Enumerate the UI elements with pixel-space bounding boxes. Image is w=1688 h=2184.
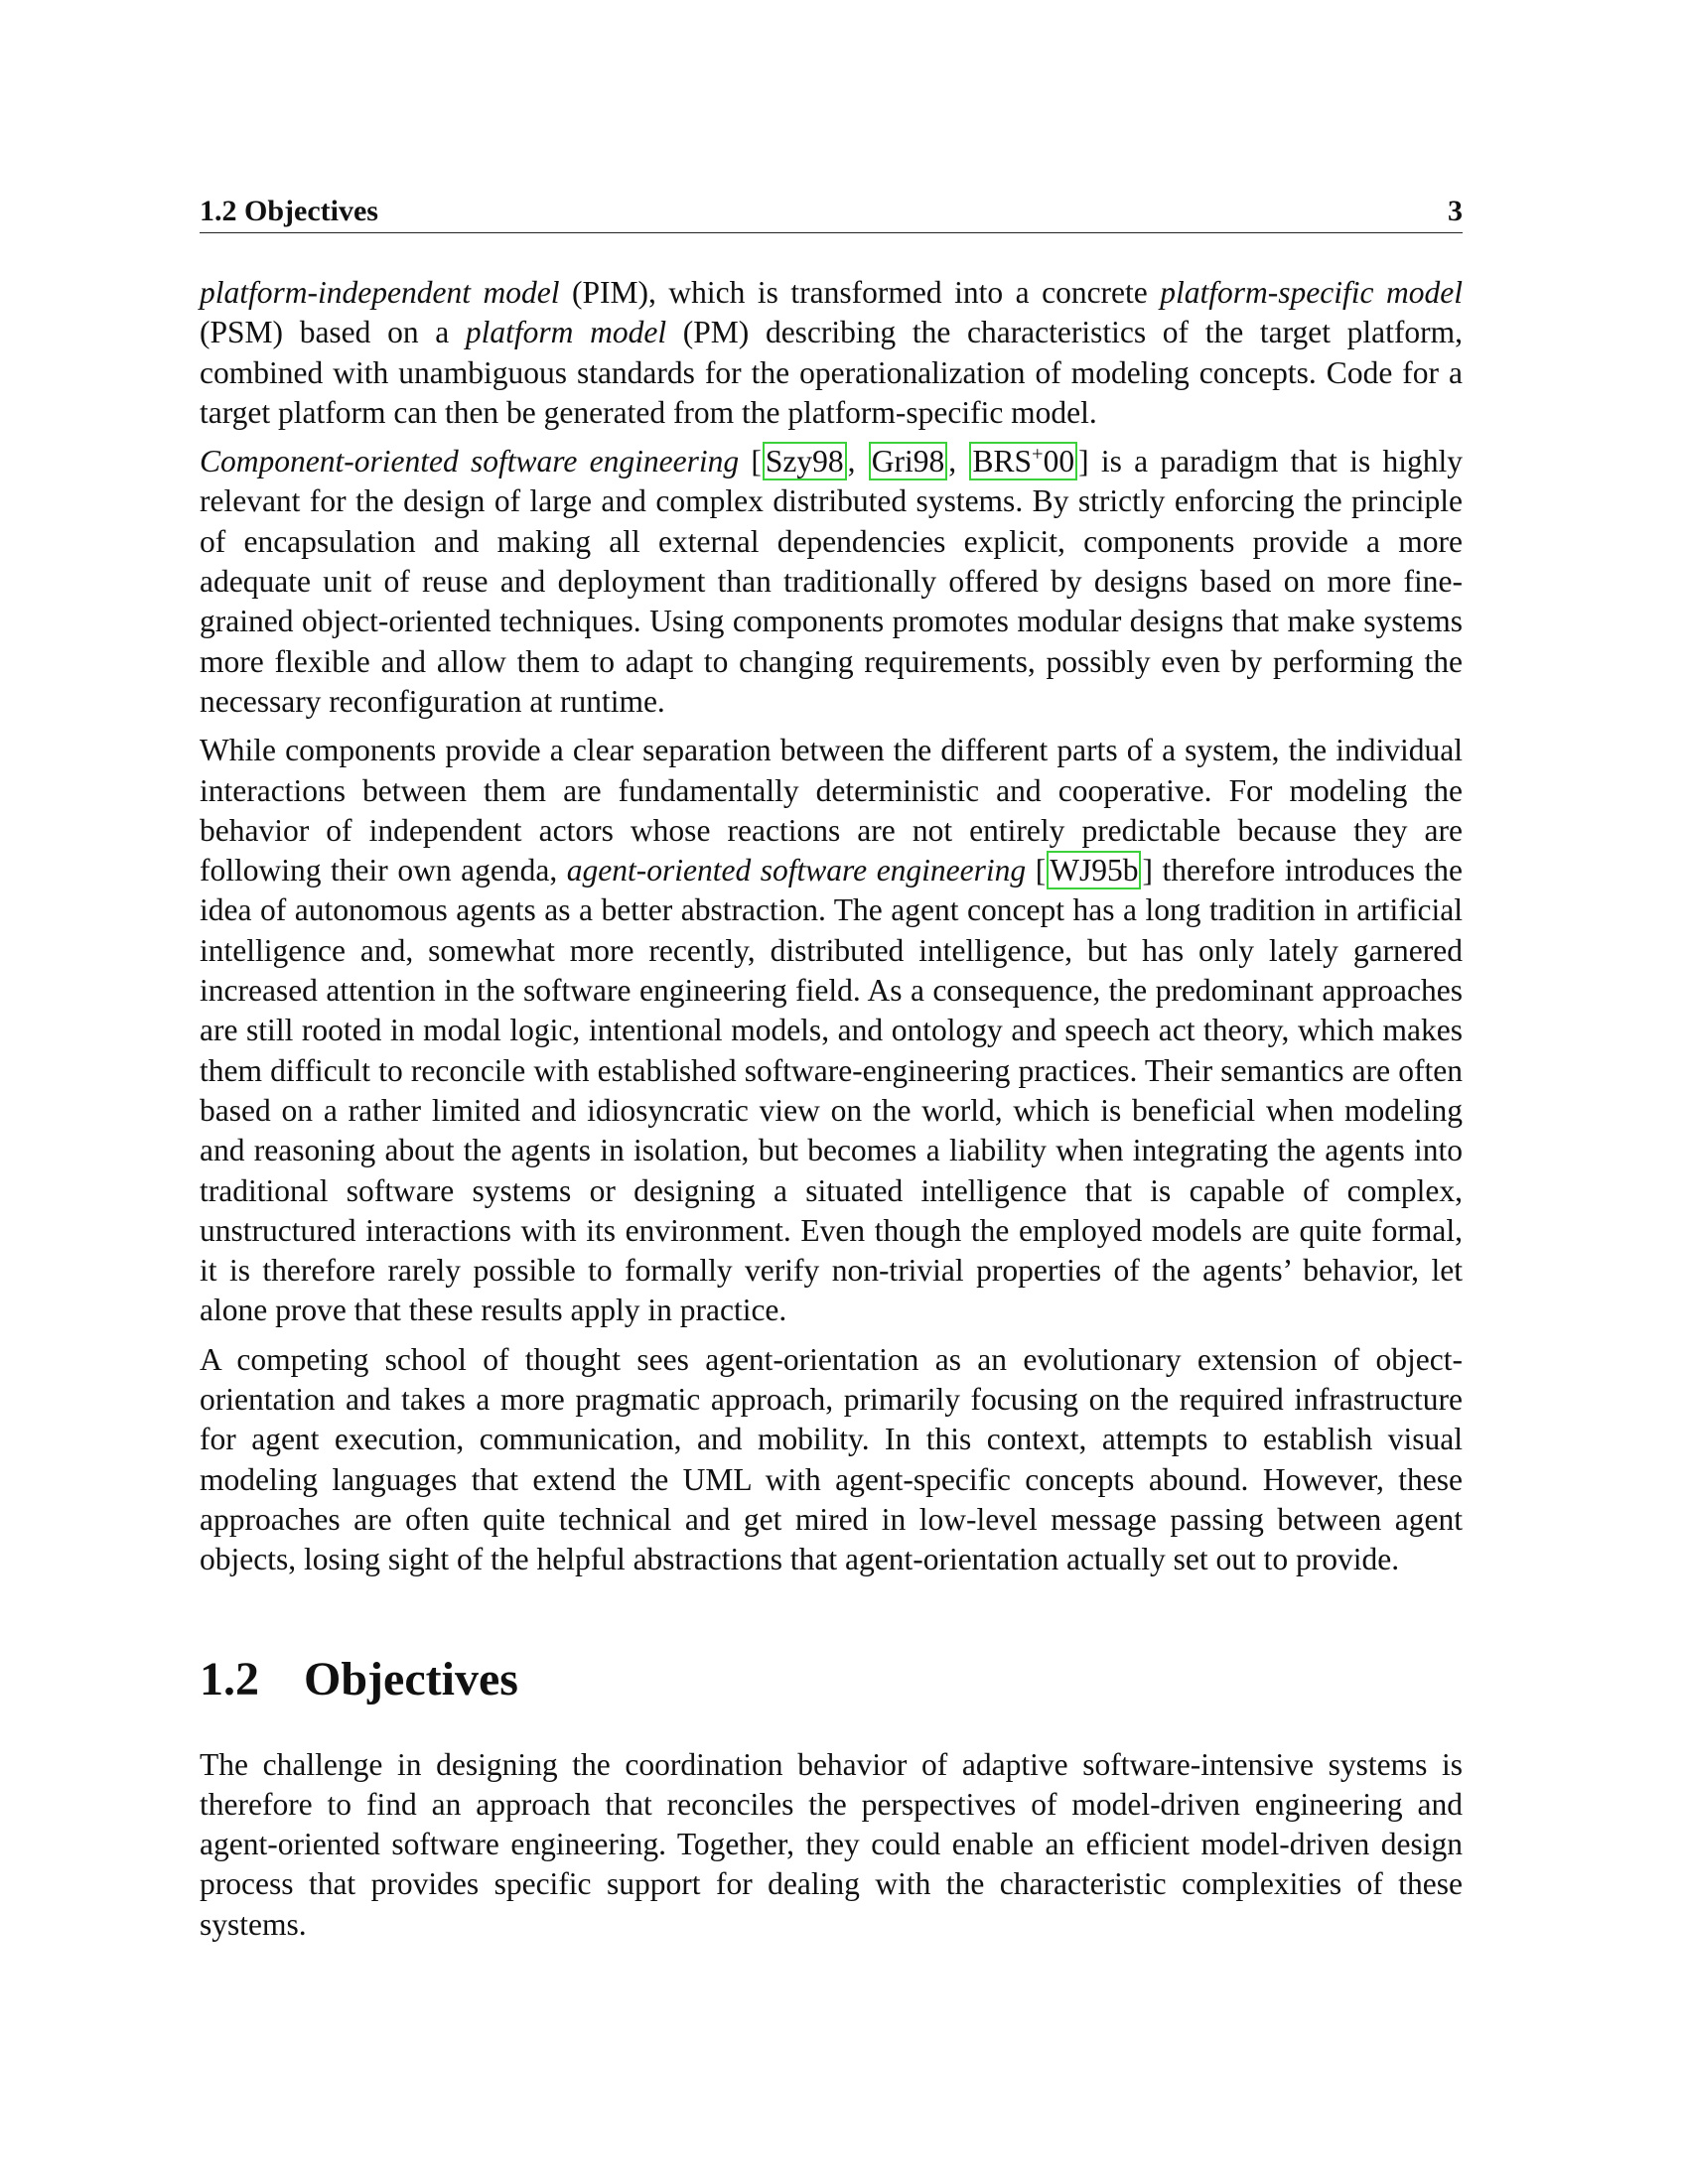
page-number: 3 [1448, 195, 1463, 227]
citation-superscript: + [1032, 443, 1044, 466]
term-agent-oriented: agent-oriented software engineering [566, 853, 1027, 888]
citation-text: 00 [1043, 444, 1075, 479]
term-component-oriented: Component-oriented software engineering [200, 444, 740, 479]
text-run: While components provide a clear separation between the different parts of a system, the individual interactions between them are fundamentally deterministic and cooperative. For modeling the behavior of independent actors whose reactions are not entirely predictable because they are following their own agenda, [200, 733, 1463, 888]
paragraph-4 [200, 1340, 1463, 1580]
text-run: ] therefore introduces the idea of autonomous agents as a better abstraction. The agent concept has a long tradition in artificial intelligence and, somewhat more recently, distributed intelligence, but has only lately garnered increased attention in the software engineering field. As a consequence, the predominant approaches are still rooted in modal logic, intentional models, and ontology and speech act theory, which makes them difficult to reconcile with established software-engineering practices. Their semantics are often based on a rather limited and idiosyncratic view on the world, which is beneficial when modeling and reasoning about the agents in isolation, but becomes a liability when integrating the agents into traditional software systems or designing a situated intelligence that is capable of complex, unstructured interactions with its environment. Even though the employed models are quite formal, it is therefore rarely possible to formally verify non-trivial properties of the agents’ behavior, let alone prove that these results apply in practice. [200, 853, 1463, 1328]
citation-link-brs00[interactable] [969, 442, 1077, 480]
citation-link-wj95b[interactable]: WJ95b [1047, 851, 1141, 889]
running-header-section: 1.2 Objectives [200, 195, 378, 227]
term-pm: platform model [465, 315, 667, 350]
section-number: 1.2 [200, 1652, 259, 1706]
paragraph-5 [200, 1745, 1463, 1945]
text-run: (PM) describing the characteristics of the target platform, combined with unambiguous standards for the operationalization of modeling concepts. Code for a target platform can then be generated from the platform-specific model. [200, 315, 1464, 430]
text-run: (PSM) based on a [200, 315, 466, 350]
paragraph-3 [200, 731, 1463, 1330]
text-run: , [948, 444, 969, 479]
citation-link-szy98[interactable]: Szy98 [763, 442, 847, 480]
text-run: [ [1026, 853, 1047, 888]
running-header [200, 195, 1463, 233]
paragraph-1 [200, 273, 1463, 433]
citation-text: BRS [972, 444, 1033, 479]
text-run: The challenge in designing the coordination behavior of adaptive software-intensive systems is therefore to find an approach that reconciles the perspectives of model-driven engineering and agent-oriented software engineering. Together, they could enable an efficient model-driven design process that provides specific support for dealing with the characteristic complexities of these systems. [200, 1746, 1463, 1942]
section-title: Objectives [304, 1652, 518, 1706]
term-psm: platform-specific model [1160, 275, 1463, 310]
paragraph-2 [200, 442, 1463, 722]
page [200, 195, 1463, 1954]
citation-link-gri98[interactable]: Gri98 [869, 442, 948, 480]
term-pim: platform-independent model [200, 275, 560, 310]
text-run: , [847, 444, 868, 479]
text-run: ] is a paradigm that is highly relevant for the design of large and complex distributed systems. By strictly enforcing the principle of encapsulation and making all external dependencies explicit, components provide a more adequate unit of reuse and deployment than traditionally offered by designs based on more fine-grained object-oriented techniques. Using components promotes modular designs that make systems more flexible and allow them to adapt to changing requirements, possibly even by performing the necessary reconfiguration at runtime. [200, 444, 1463, 719]
text-run: [ [739, 444, 762, 479]
body-text [200, 273, 1463, 1945]
section-heading [200, 1652, 1463, 1707]
text-run: A competing school of thought sees agent-orientation as an evolutionary extension of object-orientation and takes a more pragmatic approach, primarily focusing on the required infrastructure for agent execution, communication, and mobility. In this context, attempts to establish visual modeling languages that extend the UML with agent-specific concepts abound. However, these approaches are often quite technical and get mired in low-level message passing between agent objects, losing sight of the helpful abstractions that agent-orientation actually set out to provide. [200, 1341, 1463, 1577]
text-run: (PIM), which is transformed into a concrete [559, 275, 1161, 310]
